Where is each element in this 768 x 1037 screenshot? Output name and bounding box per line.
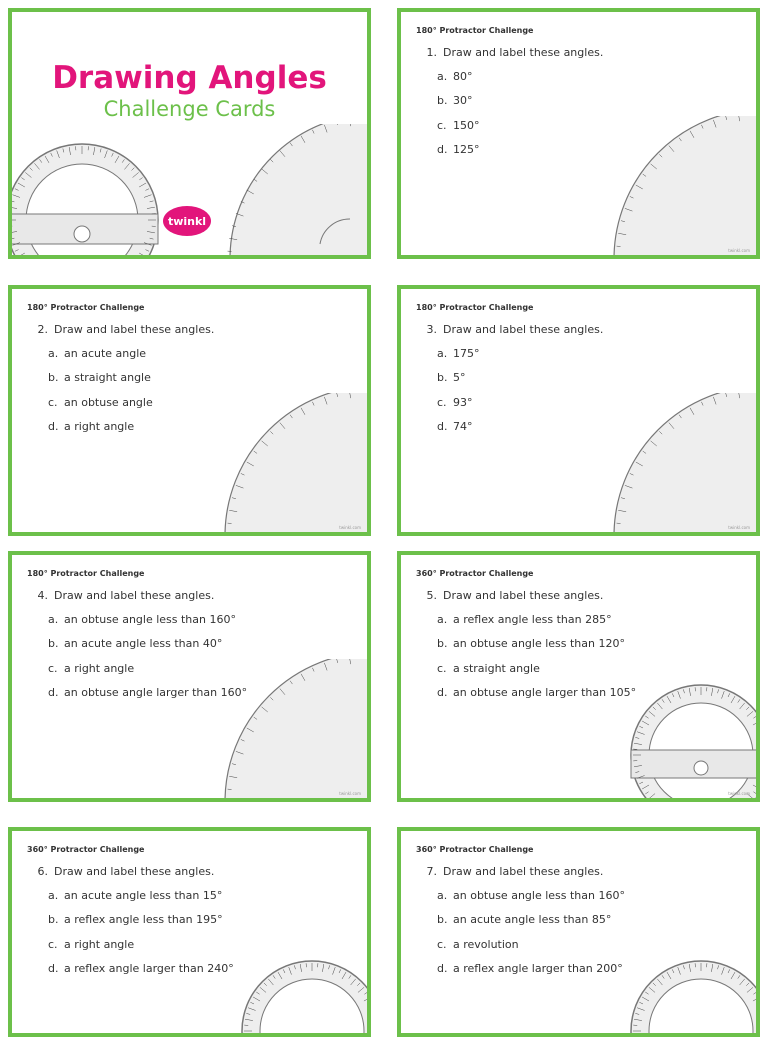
list-item: d. 74° [437,420,480,444]
footer-text: twinkl.com [728,791,750,796]
list-item: c. a revolution [437,938,625,962]
protractor-tick [757,1008,760,1011]
answer-list [48,347,153,444]
list-item: d. an obtuse angle larger than 105° [437,686,636,710]
list-item: b. 5° [437,371,480,395]
card-question: 3. Draw and label these angles. [419,323,603,336]
list-item: c. 150° [437,119,480,143]
list-item: a. a reflex angle less than 285° [437,613,636,637]
protractor-tick [653,800,656,802]
list-item: a. an acute angle [48,347,153,371]
card-question: 6. Draw and label these angles. [30,865,214,878]
protractor-tick [757,732,760,735]
list-item: a. 175° [437,347,480,371]
list-item: a. an obtuse angle less than 160° [48,613,247,637]
challenge-card-7 [397,827,760,1037]
card-heading: 180° Protractor Challenge [416,303,533,312]
answer-list [437,889,625,986]
card-heading: 180° Protractor Challenge [416,26,533,35]
footer-text: twinkl.com [728,525,750,530]
cover-card [8,8,371,259]
protractor-tick [759,1002,760,1004]
protractor-tick [746,800,749,802]
protractor-tick [757,776,760,779]
card-question: 2. Draw and label these angles. [30,323,214,336]
card-question: 7. Draw and label these angles. [419,865,603,878]
protractor-tick [368,1008,371,1011]
protractor-180-icon [220,393,371,536]
protractor-tick [759,782,760,784]
list-item: b. an acute angle less than 40° [48,637,247,661]
card-question: 5. Draw and label these angles. [419,589,603,602]
answer-list [437,347,480,444]
list-item: a. an acute angle less than 15° [48,889,234,913]
answer-list [437,70,480,167]
footer-text: twinkl.com [728,248,750,253]
card-heading: 360° Protractor Challenge [416,569,533,578]
answer-list [437,613,636,710]
protractor-tick [657,801,662,802]
challenge-card-1 [397,8,760,259]
protractor-360-icon [616,670,760,802]
list-item: b. an acute angle less than 85° [437,913,625,937]
answer-list [48,889,234,986]
list-item: c. 93° [437,396,480,420]
answer-list [48,613,247,710]
list-item: c. a right angle [48,938,234,962]
protractor-tick [759,726,760,728]
protractor-tick [370,1002,371,1004]
list-item: a. 80° [437,70,480,94]
protractor-180-icon [609,393,760,536]
list-item: d. a right angle [48,420,153,444]
challenge-card-2 [8,285,371,536]
card-heading: 180° Protractor Challenge [27,569,144,578]
footer-text: twinkl.com [339,791,361,796]
cover-subtitle: Challenge Cards [12,97,367,121]
card-question: 4. Draw and label these angles. [30,589,214,602]
svg-text:twinkl: twinkl [168,215,206,228]
list-item: b. a reflex angle less than 195° [48,913,234,937]
challenge-card-6 [8,827,371,1037]
cover-title: Drawing Angles [12,60,367,96]
challenge-card-4 [8,551,371,802]
challenge-card-3 [397,285,760,536]
protractor-180-icon [609,116,760,259]
challenge-card-5 [397,551,760,802]
list-item: d. a reflex angle larger than 200° [437,962,625,986]
list-item: b. a straight angle [48,371,153,395]
list-item: a. an obtuse angle less than 160° [437,889,625,913]
list-item: d. an obtuse angle larger than 160° [48,686,247,710]
protractor-180-icon [220,124,371,259]
protractor-tick [740,801,745,802]
card-heading: 360° Protractor Challenge [27,845,144,854]
protractor-360-icon [227,946,371,1037]
list-item: d. 125° [437,143,480,167]
protractor-180-icon [220,659,371,802]
list-item: b. an obtuse angle less than 120° [437,637,636,661]
list-item: c. a straight angle [437,662,636,686]
twinkl-logo-icon [162,204,212,238]
card-question: 1. Draw and label these angles. [419,46,603,59]
list-item: c. a right angle [48,662,247,686]
list-item: c. an obtuse angle [48,396,153,420]
card-heading: 180° Protractor Challenge [27,303,144,312]
protractor-360-icon [8,130,172,259]
protractor-360-icon [616,946,760,1037]
footer-text: twinkl.com [339,525,361,530]
list-item: b. 30° [437,94,480,118]
card-heading: 360° Protractor Challenge [416,845,533,854]
list-item: d. a reflex angle larger than 240° [48,962,234,986]
